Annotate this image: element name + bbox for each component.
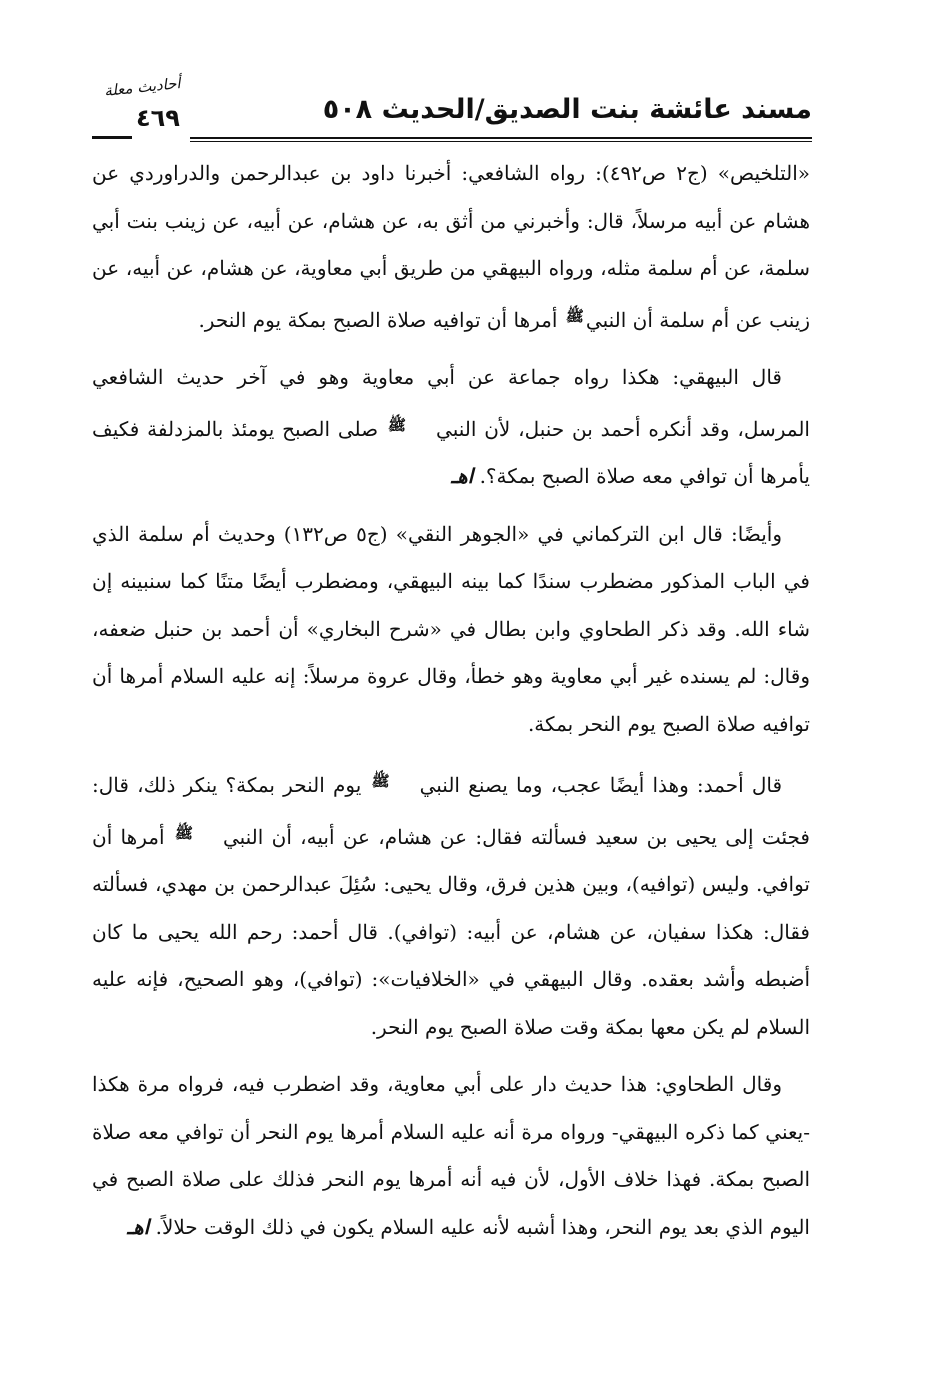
page-number-rule: [92, 136, 132, 139]
paragraph-text: «التلخيص» (ج٢ ص٤٩٢): رواه الشافعي: أخبرنا داود بن عبدالرحمن والدراوردي عن هشام عن أبيه مرسلاً، قال: وأخبرني من أثق به، عن هشام، عن أبيه، عن زينب بنت أبي سلمة، عن أم سلمة مثله، ورواه البيهقي من طريق أبي معاوية، عن هشام، عن أبيه، عن زينب عن أم سلمة أن النبي: [92, 161, 810, 332]
paragraph-text: صلى الصبح يومئذ بالمزدلفة فكيف يأمرها أن توافي معه صلاة الصبح بمكة؟.: [92, 416, 810, 488]
honorific-glyph: ﷺ: [565, 306, 584, 325]
paragraph-text: قال أحمد: وهذا أيضًا عجب، وما يصنع النبي: [419, 773, 783, 797]
body-text: [92, 150, 810, 1261]
running-title: مسند عائشة بنت الصديق/الحديث ٥٠٨: [322, 94, 812, 125]
honorific-glyph: ﷺ: [371, 772, 390, 790]
end-abbreviation: اهـ: [127, 1214, 150, 1239]
honorific-glyph: ﷺ: [174, 823, 193, 842]
paragraph-text: وقال الطحاوي: هذا حديث دار على أبي معاوية، وقد اضطرب فيه، فرواه مرة هكذا -يعني كما ذكره البيهقي- ورواه مرة أنه عليه السلام أمرها يوم النحر أن توافي معه صلاة الصبح بمكة. فهذا خلاف الأول، لأن فيه أنه أمرها يوم النحر فذلك على صلاة الصبح في اليوم الذي بعد يوم النحر، وهذا أشبه لأنه عليه السلام يكون في ذلك الوقت حلالاً.: [92, 1072, 810, 1239]
paragraph-text: قال البيهقي: هكذا رواه جماعة عن أبي معاوية وهو في آخر حديث الشافعي المرسل، وقد أنكره أحمد بن حنبل، لأن النبي: [92, 365, 810, 441]
paragraph-4: [92, 758, 810, 1051]
paragraph-1: [92, 150, 810, 344]
paragraph-text: وأيضًا: قال ابن التركماني في «الجوهر النقي» (ج٥ ص١٣٢) وحديث أم سلمة الذي في الباب المذكور مضطرب سندًا كما بينه البيهقي، ومضطرب أيضًا متنًا كما سنبينه إن شاء الله. وقد ذكر الطحاوي وابن بطال في «شرح البخاري» أن أحمد بن حنبل ضعفه، وقال: لم يسنده غير أبي معاوية وهو خطأ، وقال عروة مرسلاً: إنه عليه السلام أمرها أن توافيه صلاة الصبح يوم النحر بمكة.: [92, 521, 810, 736]
paragraph-2: [92, 354, 810, 501]
page-number: ٤٦٩: [136, 104, 180, 132]
header-rule-thin: [190, 141, 812, 142]
end-abbreviation: اهـ: [451, 464, 474, 488]
page-header: [92, 74, 812, 148]
margin-note: أحاديث معلة: [103, 74, 182, 100]
header-rule: [190, 137, 812, 139]
paragraph-5: [92, 1061, 810, 1251]
paragraph-3: [92, 511, 810, 749]
paragraph-text: أمرها أن توافيه صلاة الصبح بمكة يوم النحر.: [198, 307, 564, 332]
paragraph-text: أمرها أن توافي. وليس (توافيه)، وبين هذين فرق، وقال يحيى: سُئِلَ عبدالرحمن بن مهدي، فسألته فقال: هكذا سفيان، عن هشام، عن أبيه: (توافي). قال أحمد: رحم الله يحيى ما كان أضبطه وأشد بعقده. وقال البيهقي في «الخلافيات»: (توافي)، وهو الصحيح، فإنه عليه السلام لم يكن معها بمكة وقت صلاة الصبح يوم النحر.: [92, 824, 810, 1039]
paragraph-text: يوم النحر بمكة؟ ينكر ذلك، قال: فجئت إلى يحيى بن سعيد فسألته فقال: عن هشام، عن أبيه، أن النبي: [92, 773, 810, 849]
honorific-glyph: ﷺ: [387, 415, 407, 434]
